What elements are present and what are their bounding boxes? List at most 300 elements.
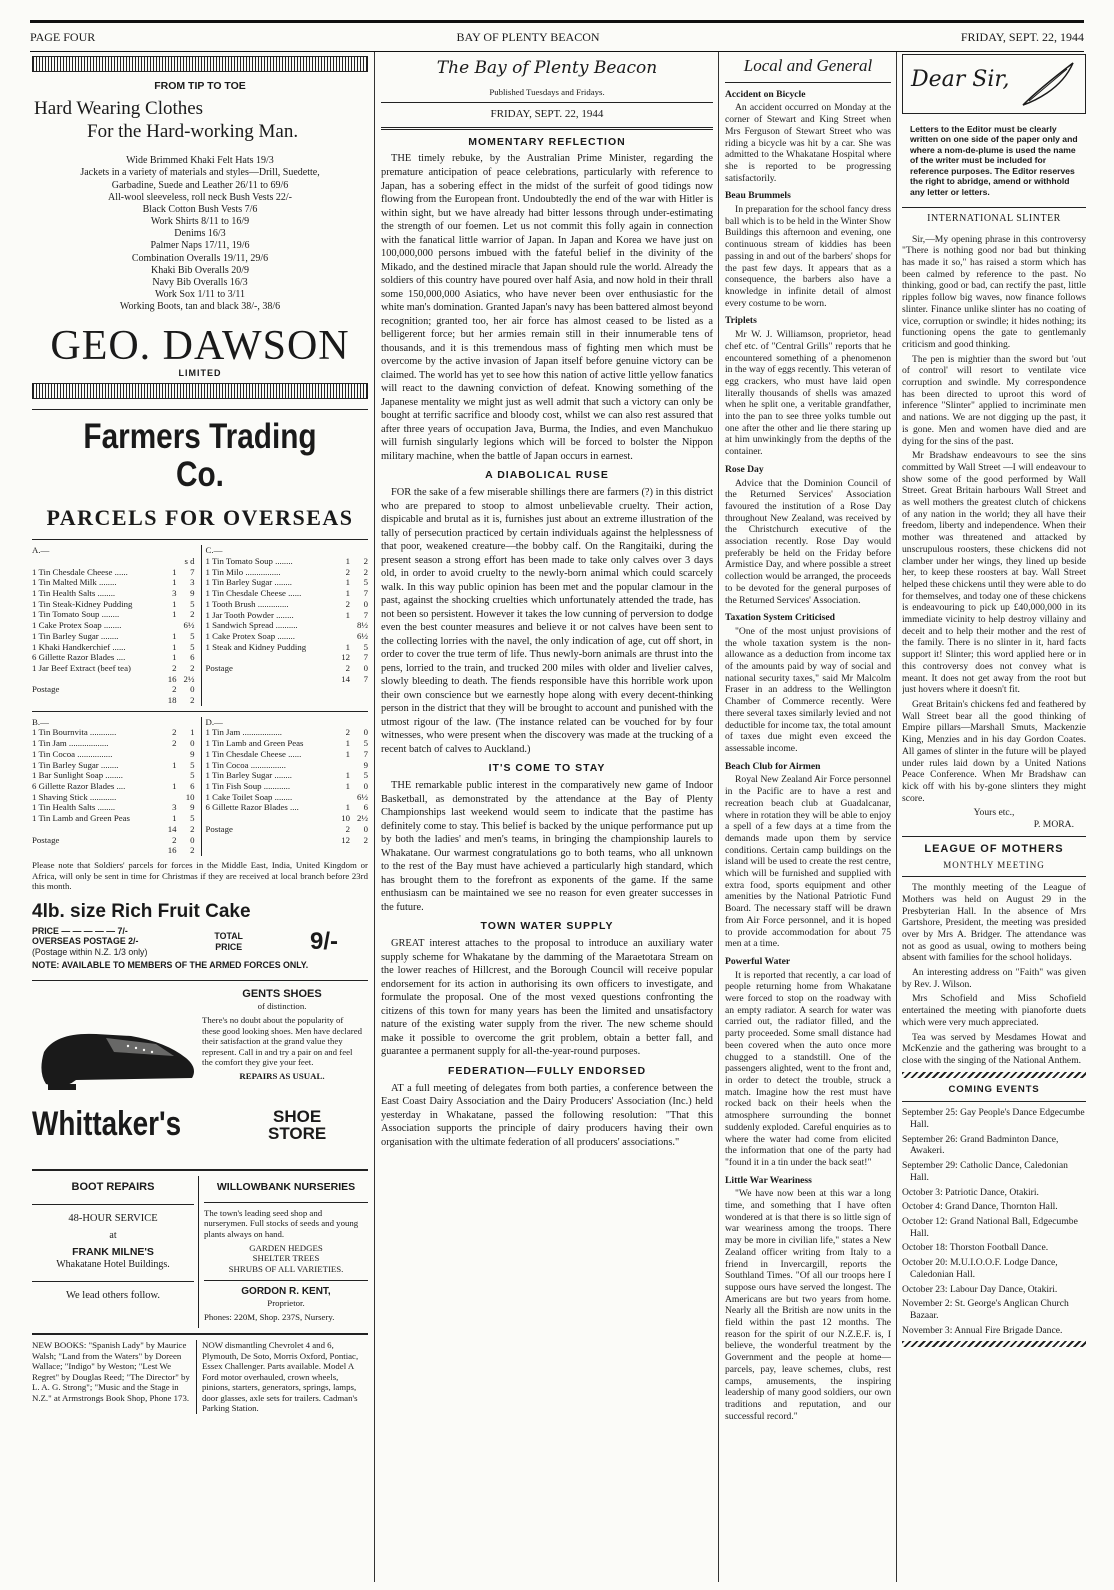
parcel-grand-row <box>206 835 369 846</box>
news-item-body: Mr W. J. Williamson, proprietor, head chef etc. of "Central Grills" reports that he encountered something of a phenomenon in the way of eggs recently. This veteran of egg crackers, who must have laid open literally thousands of shells was amazed when he split one, a veritable grandfather, into the pan to see three yolks tumble out one after the other and lie there staring up at him unwinkingly from the depths of the container. <box>725 329 891 458</box>
parcel-label: D.— <box>205 716 223 727</box>
cell: 1 Khaki Handkerchief ...... <box>32 641 126 652</box>
cell: 12 <box>341 652 350 663</box>
cell: 1 Tin Health Salts ........ <box>32 802 116 813</box>
cell: 0 <box>190 684 195 695</box>
shoe-store-text <box>268 1108 326 1142</box>
cell: Postage <box>32 684 60 695</box>
parcel-item-row <box>32 652 195 663</box>
ad-headline: Hard Wearing Clothes <box>34 97 204 119</box>
price-line: Work Sox 1/11 to 3/11 <box>154 289 246 301</box>
parcel-label: C.— <box>205 545 223 556</box>
cell: 1 <box>345 802 350 813</box>
willow-owner: GORDON R. KENT, <box>241 1286 331 1298</box>
small-ads-row <box>32 1176 368 1328</box>
cell <box>32 845 159 856</box>
willow-line: SHELTER TREES <box>252 1253 320 1264</box>
article-body: AT a full meeting of delegates from both parties, a conference between the East Coast Dairy Association and the Dairy Producers' Association (Inc.) held yesterday in Whakatane, passed the following resolution: "That this Association supports the principle of dairy producers having their own organisation with the ultimate federation of all producers' associations." <box>381 1082 713 1148</box>
parcel-c-table <box>206 556 369 685</box>
parcel-item-row <box>206 738 369 749</box>
parcel-postage-row <box>206 824 369 835</box>
ad-kicker: FROM TIP TO TOE <box>154 80 246 92</box>
cell: 2½ <box>183 673 195 684</box>
local-general-column <box>725 52 891 1582</box>
cell: 7 <box>363 588 368 599</box>
car-parts-notice: NOW dismantling Chevrolet 4 and 6, Plymouth, De Soto, Morris Oxford, Pontiac, Essex Challenger. Parts available. Model A Ford motor overhauled, crown wheels, pinions, starters, generators, springs, lamps, door glasses, axle sets for trailers. Cadman's Parking Station. <box>202 1340 359 1414</box>
cell: 1 Tin Bournvita ............ <box>32 727 117 738</box>
cell: 16 <box>167 673 177 684</box>
letters-notice: Letters to the Editor must be clearly written on one side of the paper only and where a nom-de-plume is used the name of the writer must be included for reference purposes. The Editor reserves the right to abridge, amend or withhold any letter or letters. <box>910 124 1078 197</box>
news-item-body: In preparation for the school fancy dress ball which is to be held in the Winter Show Buildings this afternoon and evening, one continuous stream of kiddies has been passing in and out of the barbers' shops for the past few days. It appears that as a consequence, the barbers also have a knowledge in infinite detail of almost every costume to be worn. <box>725 204 891 309</box>
quill-icon <box>1019 59 1079 109</box>
parcel-grand-row <box>32 695 195 706</box>
cell: 5 <box>190 598 195 609</box>
news-item-heading: Little War Weariness <box>725 1174 812 1186</box>
parcel-tables-bottom <box>32 717 368 856</box>
cell: 5 <box>190 759 195 770</box>
cake-note: NOTE: AVAILABLE TO MEMBERS OF THE ARMED FORCES ONLY. <box>32 959 309 970</box>
cell: 1 Tooth Brush .............. <box>205 598 289 609</box>
news-item-body: An accident occurred on Monday at the corner of Stewart and King Street when Mrs Ferguson of Stewart Street who was riding a bicycle was hit by a car. She was admitted to the Whakatane Hospital where she is reported to be progressing satisfactorily. <box>725 102 891 184</box>
cell: 9 <box>190 748 195 759</box>
cell: 18 <box>167 695 177 706</box>
cake-within: (Postage within N.Z. 1/3 only) <box>32 946 148 957</box>
shoe-ad <box>32 986 368 1164</box>
editorial-date: FRIDAY, SEPT. 22, 1944 <box>490 108 604 121</box>
news-item-heading: Rose Day <box>725 463 764 475</box>
cell: 1 Tin Chesdale Cheese ...... <box>32 566 128 577</box>
cell <box>32 674 159 685</box>
letter-body: The pen is mightier than the sword but 'out of control' will resort to ventilate vice corruption and swindle. My correspondence has been directed to uproot this word of inference "Slinter" applied to incriminate men and nations. We are not digging up the past, it is gone. Men and women have died and are dying for the sins of the past. <box>902 353 1086 447</box>
boot-service: 48-HOUR SERVICE <box>68 1213 158 1225</box>
cell: 9 <box>190 588 195 598</box>
cell: 6 <box>190 781 195 792</box>
cell: 5 <box>363 738 368 749</box>
cake-price-block <box>32 926 147 958</box>
cell <box>206 674 333 685</box>
cell: 6 Gillette Razor Blades .... <box>32 652 126 663</box>
cell: 2 <box>345 663 350 674</box>
cell: 9 <box>363 759 368 770</box>
parcel-total-row <box>32 674 195 685</box>
cake-overseas: OVERSEAS POSTAGE 2/- <box>32 936 139 947</box>
cell: Postage <box>32 834 60 845</box>
letter-signoff: Yours etc., <box>973 807 1015 819</box>
column-rule <box>718 52 719 1582</box>
events-title: COMING EVENTS <box>948 1083 1040 1095</box>
cell: 0 <box>363 663 368 674</box>
parcel-item-row <box>206 610 369 621</box>
parcel-item-row <box>206 588 369 599</box>
price-line: Jackets in a variety of materials and styles—Drill, Suedette, <box>80 167 320 179</box>
article-heading: MOMENTARY REFLECTION <box>468 135 626 148</box>
event-item: October 3: Patriotic Dance, Otakiri. <box>902 1186 1039 1198</box>
price-line: Work Shirts 8/11 to 16/9 <box>150 216 250 228</box>
cell: 12 <box>341 834 350 845</box>
shoe-word: SHOE <box>273 1106 322 1126</box>
cell: 6½ <box>357 631 368 642</box>
cell <box>332 631 350 642</box>
cell <box>206 813 333 824</box>
letter-body: Mr Bradshaw endeavours to see the sins committed by Wall Street —I will endeavour to show some of the good performed by Wall Street. Great Britain harbours Wall Street and as well mothers the greatest clutch of chickens of any nation in the world; they all have their freedom, liberty and independence. When their mother was threatened and attacked by unscrupulous roosters, these chickens did not clamber under her wings, they lined up beside her, to keep these roosters at bay. Wall Street helped these chickens until they were able to do for themselves, and today one of these chickens is endeavouring to pick up £40,000,000 in its immediate vicinity to help destroy villainy and deceit and to help their mother and the rest of the family. There is no slinter in it, hard facts support it! Slinter; this word applied here or in this controversy does not convey what is meant. It does not get away from the root but just hovers where it doesn't fit. <box>902 450 1086 696</box>
news-item-body: Royal New Zealand Air Force personnel in the Pacific are to have a rest and recreation beach club at Guadalcanar, where in rotation they will be able to enjoy a spell of a few days at a time from the demands made upon them by service conditions. Certain camp buildings on the island will be used to create the rest centre, which will be furnished and supplied with extra food, sports equipment and other amenities by the National Patriotic Fund Board. The necessary staff will be drawn from Air Force personnel, and it is hoped to provide accommodation for about 75 men at a time. <box>725 774 891 950</box>
cell: 1 <box>190 727 195 738</box>
cell: 1 Tin Malted Milk ........ <box>32 577 117 588</box>
cell: 1 Jar Tooth Powder ........ <box>205 609 294 620</box>
parcel-item-row <box>32 599 195 610</box>
cell: 1 Tin Cocoa ................ <box>32 748 113 759</box>
parcel-postage-row <box>32 684 195 695</box>
parcel-item-row <box>206 802 369 813</box>
cell: 1 <box>172 813 177 824</box>
classified-row <box>32 1340 368 1417</box>
parcel-item-row <box>206 631 369 642</box>
cell: Postage <box>205 823 233 834</box>
event-item: November 2: St. George's Anglican Church Bazaar. <box>902 1298 1069 1321</box>
cell: 2 <box>190 845 195 856</box>
cell: 1 Tin Chesdale Cheese ...... <box>205 748 302 759</box>
cell: 16 <box>167 845 177 856</box>
cell: 2 <box>345 727 350 738</box>
cell <box>206 652 333 663</box>
news-item-body: Advice that the Dominion Council of the Returned Services' Association favoured the institution of a Rose Day throughout New Zealand, was received by the Christchurch executive of the association recently. Rose Day would preferably be held on the Friday before Armistice Day, and where possible a street collection would be arranged, the proceeds to be devoted for the general purposes of the Returned Services' Association. <box>725 477 891 606</box>
cell: 1 Bar Sunlight Soap ........ <box>32 770 123 781</box>
parcel-postage-row <box>32 835 195 846</box>
dear-sir-text: Dear Sir, <box>911 67 1010 92</box>
cell: 2 <box>172 834 177 845</box>
article-heading: A DIABOLICAL RUSE <box>485 469 609 482</box>
parcel-item-row <box>206 749 369 760</box>
price-line: Working Boots, tan and black 38/-, 38/6 <box>119 301 281 313</box>
cell: 2 <box>172 684 177 695</box>
parcel-grand-row <box>206 674 369 685</box>
article-heading: TOWN WATER SUPPLY <box>480 920 614 933</box>
cell: 10 <box>185 791 195 802</box>
cell: 1 <box>172 630 177 641</box>
event-item: October 4: Grand Dance, Thornton Hall. <box>902 1201 1058 1213</box>
price-line: Denims 16/3 <box>174 228 226 240</box>
cell: 6½ <box>357 791 368 802</box>
willow-line: SHRUBS OF ALL VARIETIES. <box>228 1263 344 1274</box>
parcel-grand-row <box>32 845 195 856</box>
ornament-divider <box>902 1341 1086 1347</box>
boot-repairs-ad <box>32 1176 199 1328</box>
cell <box>332 792 350 803</box>
ads-column <box>32 52 368 1582</box>
shoe-repairs: REPAIRS AS USUAL. <box>239 1070 325 1081</box>
cell: 1 Tin Barley Sugar ........ <box>32 759 119 770</box>
news-item-heading: Triplets <box>725 315 757 327</box>
cell: 2 <box>345 566 350 577</box>
article-body: FOR the sake of a few miserable shillings there are farmers (?) in this district who are prepared to stoop to almost unbelievable cruelty. Their action, dispicable and brutal as it is, furnishes just about an extreme illustration of the tally of persecution practiced by certain individuals against the helplessness of that poor, weakened creature—the bobby calf. On the Rangitaiki, during the present season a strong effort has been made to take only calves over 3 days old, in order to avoid cruelty to the newly-born animal which could scarcely walk. In this way public opinion has been met and the popular clamour in the past, against the shocking cruelties which unfortunately attended the trade, has not been so persistent. However it takes the low cunning of perversion to dodge even the best counter measures and believe it or not calves have been sent to the collecting lorries with the navel, the only indication of age, cut off short, in order to cover the true term of life. Thus newly-born animals are thrust into the pens, lorried to the train, and trucked 200 miles with older and livelier calves, slowly bleeding to death. The fiends responsible have this horrible work upon their own conscience but we earnestly hope along with every decent-thinking person in the district that they will be brought to account and punished with the utmost rigour of the law. (The instance related can be vouched for by four witnesses, who were present when the discovery was made at the trucking of a recent batch of calves to Auckland.) <box>381 487 713 755</box>
cell: 2 <box>345 823 350 834</box>
willow-phones: Phones: 220M, Shop. 237S, Nursery. <box>204 1311 335 1322</box>
parcel-item-row <box>32 642 195 653</box>
cell: 1 <box>172 609 177 620</box>
cell: 1 <box>172 598 177 609</box>
parcel-item-row <box>32 749 195 760</box>
cell <box>159 770 177 781</box>
cell: 0 <box>190 738 195 749</box>
cell: 5 <box>363 577 368 588</box>
published-line: Published Tuesdays and Fridays. <box>489 86 605 97</box>
cell: 5 <box>363 641 368 652</box>
parcels-heading: PARCELS FOR OVERSEAS <box>46 504 354 530</box>
willow-prop: Proprietor. <box>267 1298 305 1309</box>
parcel-item-row <box>32 567 195 578</box>
shoe-icon <box>36 1022 201 1092</box>
cell: 2½ <box>357 813 368 824</box>
article-body: THE remarkable public interest in the comparatively new game of Indoor Basketball, as demonstrated by the attendance at the Bay of Plenty Championships last weekend would seem to indicate that the pastime has definitely come to stay. This belief is backed by the unique performance put up by both the ladies' and men's teams, in bringing the championship laurels to Whakatane. Our warmest congratulations go to both teams, who all unknown to the rest of the Bay must have achieved a particularly high standard, which has brought them to the forefront as exponents of the game. If the same enthusiasm can be maintained we see no reason for even greater successes in the future. <box>381 780 713 913</box>
shoe-title: GENTS SHOES <box>242 988 322 1001</box>
column-rule <box>896 52 897 1582</box>
cell: 1 Sandwich Spread .......... <box>205 620 298 631</box>
news-item-heading: Accident on Bicycle <box>725 88 806 100</box>
cake-prices <box>32 926 368 958</box>
cell: 5 <box>190 770 195 781</box>
cell: 1 Tin Lamb and Green Peas <box>32 813 130 824</box>
parcel-item-row <box>32 781 195 792</box>
parcel-item-row <box>206 556 369 567</box>
cell <box>159 620 177 631</box>
cell: 14 <box>167 823 177 834</box>
cell: 1 <box>172 781 177 792</box>
whittaker-logo <box>32 1104 368 1145</box>
cell: 7 <box>363 609 368 620</box>
league-body: The monthly meeting of the League of Mothers was held on August 29 in the Presbyterian Hall. In the absence of Mrs Gartshore, President, the meeting was presided over by Mrs A. Bridger. The attendance was not as good as usual, owing to mothers being absent with families for the school holidays. <box>902 882 1086 964</box>
cell: 5 <box>190 641 195 652</box>
cell: 1 Cake Toilet Soap ........ <box>205 791 293 802</box>
letters-column <box>902 52 1086 1582</box>
cell: 3 <box>172 802 177 813</box>
cell: 3 <box>172 588 177 598</box>
cell: 1 Steak and Kidney Pudding <box>205 641 307 652</box>
shoe-body: There's no doubt about the popularity of these good looking shoes. Men have declared their satisfaction at the grand value they represent. Call in and try a pair on and feel the comfort they give your feet. <box>202 1015 363 1068</box>
cell: 6 <box>363 802 368 813</box>
letter-signature: P. MORA. <box>1033 819 1074 831</box>
cell: 5 <box>190 630 195 641</box>
ad-headline-2: For the Hard-working Man. <box>87 120 299 142</box>
boot-place: Whakatane Hotel Buildings. <box>56 1259 170 1271</box>
cell: 2 <box>363 556 368 567</box>
cell: 5 <box>190 813 195 824</box>
event-item: September 25: Gay People's Dance Edgecumbe Hall. <box>902 1107 1085 1131</box>
cell <box>159 749 177 760</box>
store-word: STORE <box>268 1123 327 1143</box>
shoe-sub: of distinction. <box>257 1001 307 1012</box>
price-line: Black Cotton Bush Vests 7/6 <box>142 203 258 215</box>
cell <box>332 760 350 771</box>
cell: 2 <box>172 738 177 749</box>
cell: 1 Tin Fish Soup ............ <box>205 781 291 792</box>
cell <box>332 620 350 631</box>
news-item-heading: Beau Brummels <box>725 190 791 202</box>
boot-lead: We lead others follow. <box>65 1290 161 1302</box>
price-line: All-wool sleeveless, roll neck Bush Vests 22/- <box>108 191 292 203</box>
willow-title: WILLOWBANK NURSERIES <box>216 1181 356 1194</box>
event-item: October 23: Labour Day Dance, Otakiri. <box>902 1283 1058 1295</box>
parcel-b <box>32 717 195 856</box>
cell: 10 <box>341 813 350 824</box>
cell: 0 <box>363 781 368 792</box>
parcel-a-table <box>32 567 195 706</box>
parcel-total-row <box>32 824 195 835</box>
column-rule <box>374 52 375 1582</box>
whittaker-name: Whittaker's <box>32 1105 182 1144</box>
cell: 2 <box>345 598 350 609</box>
event-item: September 26: Grand Badminton Dance, Awakeri. <box>902 1133 1059 1157</box>
cell: 2 <box>172 663 177 674</box>
parcel-item-row <box>32 738 195 749</box>
article-heading: FEDERATION—FULLY ENDORSED <box>447 1064 647 1077</box>
paper-name: BAY OF PLENTY BEACON <box>456 29 600 44</box>
boot-at: at <box>109 1230 117 1242</box>
parcel-item-row <box>32 631 195 642</box>
parcel-item-row <box>32 620 195 631</box>
cell: 2 <box>190 663 195 674</box>
price-line: Navy Bib Overalls 16/3 <box>152 277 248 289</box>
cell: 1 Tin Barley Sugar ........ <box>205 577 293 588</box>
event-item: October 18: Thorston Football Dance. <box>902 1242 1049 1254</box>
cell: Postage <box>205 663 233 674</box>
cell: 1 <box>172 652 177 663</box>
parcel-item-row <box>206 577 369 588</box>
dear-sir-logo <box>902 54 1086 114</box>
cell: 0 <box>363 823 368 834</box>
cell: 2 <box>190 823 195 834</box>
boot-name: FRANK MILNE'S <box>72 1246 154 1259</box>
shoe-copy <box>202 988 362 1081</box>
local-items <box>725 89 891 1423</box>
cell: 1 Jar Beef Extract (beef tea) <box>32 663 131 674</box>
cell: 7 <box>363 748 368 759</box>
parcel-item-row <box>32 588 195 599</box>
parcel-item-row <box>206 792 369 803</box>
cell: 1 <box>345 577 350 588</box>
farmers-logo: Farmers Trading Co. <box>83 416 317 495</box>
parcel-b-table <box>32 727 195 856</box>
cell: 1 <box>172 759 177 770</box>
parcel-d <box>201 717 369 856</box>
farmers-ad <box>32 418 368 970</box>
cell: 1 Tin Lamb and Green Peas <box>205 738 304 749</box>
cell: 9 <box>190 802 195 813</box>
parcel-item-row <box>206 620 369 631</box>
parcel-note: Please note that Soldiers' parcels for forces in the Middle East, India, United Kingdom or Africa, will only be sent in time for Christmas if they are received at local branch before 23rd this month. <box>32 860 368 892</box>
hatch-border <box>32 383 368 399</box>
league-body: An interesting address on "Faith" was given by Rev. J. Wilson. <box>902 967 1086 990</box>
cell: 0 <box>190 834 195 845</box>
price-line: Garbadine, Suede and Leather 26/11 to 69/6 <box>111 179 289 191</box>
event-item: October 20: M.U.I.O.O.F. Lodge Dance, Caledonian Hall. <box>902 1257 1058 1280</box>
event-item: October 12: Grand National Ball, Edgecumbe Hall. <box>902 1215 1078 1239</box>
parcel-d-table <box>206 727 369 845</box>
price-line: Palmer Naps 17/11, 19/6 <box>150 240 250 252</box>
cell: 1 Tin Cocoa ................ <box>205 759 286 770</box>
cell: 7 <box>190 566 195 577</box>
boot-title: BOOT REPAIRS <box>71 1181 155 1194</box>
cell: 2 <box>363 834 368 845</box>
cell: 1 Cake Protex Soap ........ <box>205 631 295 642</box>
parcel-item-row <box>32 577 195 588</box>
cell <box>32 824 159 835</box>
cell: 1 <box>345 609 350 620</box>
cell: 6 <box>190 652 195 663</box>
sd-header: s d <box>184 556 195 567</box>
cake-title: 4lb. size Rich Fruit Cake <box>32 900 251 922</box>
letter-heading: INTERNATIONAL SLINTER <box>927 213 1061 225</box>
hatch-border <box>32 56 368 72</box>
parcel-item-row <box>206 760 369 771</box>
cell: 2 <box>363 566 368 577</box>
parcel-item-row <box>206 567 369 578</box>
willowbank-ad <box>199 1176 368 1328</box>
parcel-total-row <box>206 813 369 824</box>
willow-line: GARDEN HEDGES <box>249 1242 323 1253</box>
parcel-item-row <box>32 663 195 674</box>
cell: 1 Tin Steak-Kidney Pudding <box>32 598 133 609</box>
price-list <box>32 155 368 313</box>
willow-body: The town's leading seed shop and nurserymen. Full stocks of seeds and young plants always on hand. <box>204 1207 359 1239</box>
news-item-heading: Taxation System Criticised <box>725 612 835 624</box>
cake-total: 9/- <box>309 928 338 956</box>
cell: 1 Tin Tomato Soup ........ <box>32 609 120 620</box>
parcel-total-row <box>206 652 369 663</box>
cell: 1 <box>345 556 350 567</box>
cell: 1 <box>345 738 350 749</box>
news-item-heading: Powerful Water <box>725 955 791 967</box>
cell: 8½ <box>357 620 368 631</box>
league-body: Mrs Schofield and Miss Schofield entertained the meeting with pianoforte duets which were very much appreciated. <box>902 993 1086 1028</box>
cell: 2 <box>172 727 177 738</box>
cell: 1 Tin Jam .................. <box>32 738 109 749</box>
cell: 1 <box>172 566 177 577</box>
masthead: The Bay of Plenty Beacon <box>436 58 658 78</box>
article-heading: IT'S COME TO STAY <box>488 762 606 775</box>
cell: 1 <box>345 781 350 792</box>
league-sub: MONTHLY MEETING <box>943 860 1045 871</box>
event-item: September 29: Catholic Dance, Caledonian Hall. <box>902 1160 1068 1183</box>
parcel-label: B.— <box>32 716 49 727</box>
issue-date: FRIDAY, SEPT. 22, 1944 <box>960 29 1084 44</box>
article-body: THE timely rebuke, by the Australian Prime Minister, regarding the premature anticipation of peace celebrations, particularly with reference to Japan, has a sobering effect in the midst of the surfeit of good tidings now flowing from the European front. Undoubtedly the end of the war with Hitler is within sight, but we have already had bitter lessons through under-estimating the strength of our foemen. Let us not commit this folly again in connection with the fanatical little warrior of Japan. In Japan and Korea we have just on 100,000,000 persons imbued with the fateful belief in the divinity of the Mikado, and the destined miracle that Japan should rule the world. Already the soldiers of this country have poured over half Asia, and now hold in their thrall some 150,000,000 Asiatics, who have never been over enthusiastic for the white man's domination. Granted Japan's navy has been battered almost beyond recognition; granted too, her air force has almost ceased to be listed as a belligerent force; but her armies remain still in their innumerable tens of thousands, and it is this tremendous mass of fighting men which must be overcome by the active invasion of Japan itself before genuine victory can be claimed. The world has yet to see how this nation of active little yellow fanatics will react to the dawning conviction of defeat. Knowing something of the Japanese mentality we might just as well admit that such a victory can only be bought at terrific sacrifice and bloody cost, whilst we can also rest assured that after three years of occupation Java, Burma, the Indies, and even Manchukuo will furnish singularly legions which will be forced to bolster the Nippon military machine, when the battle of Japan occurs in earnest. <box>381 153 713 462</box>
cell <box>159 792 177 803</box>
cell: 7 <box>363 673 368 684</box>
parcel-label: A.— <box>32 545 50 556</box>
local-title: Local and General <box>743 56 873 75</box>
cell: 1 Tin Health Salts ........ <box>32 588 116 598</box>
letter-body: Sir,—My opening phrase in this controversy "There is nothing good nor bad but thinking has made it so," has raised a storm which has been calmed by reference to the past. No thinking, good or bad, can rectify the past, little ripples follow big waves, now finance follows slinter. Finance unlike slinter has no coating of vice, corruption or swindle; it hides nothing; its functioning opens the gate to gentlemanly criticism and good thinking. <box>902 233 1086 350</box>
cell: 1 Tin Milo ................ <box>205 566 281 577</box>
news-item-body: It is reported that recently, a car load of people returning home from Whakatane were forced to stop on the roadway with an empty radiator. A search for water was carried out, the radiator filled, and the party proceeded. Some small distance had been covered when the auto once more chugged to a standstill. One of the passengers alighted, went to the front and, in order to detect the trouble, struck a match. Imagine how the rest must have rocked back on their heels when the atmosphere surrounding the bonnet suddenly exploded. Careful enquiries as to where the water had come from elicited the information that one of the party had "found it in a tin under the back seat!" <box>725 969 891 1168</box>
price-line: Wide Brimmed Khaki Felt Hats 19/3 <box>126 155 274 167</box>
cell: 2 <box>190 609 195 620</box>
news-item-body: "We have now been at this war a long time, and something that I have often wondered at is that there is so little sign of war weariness among the troops. There may be more in civilian life," states a New Zealand officer writing from Italy to a friend in Invercargill, reports the Southland Times. "Of all our troops here I suppose ours have served the longest. The Americans are but two years from home. Nearly all the British are now units in the field within the past 12 months. The reason for the spirit of our N.Z.E.F. is, I believe, the wonderful treatment by the Government and the people at home—parcels, pay, leave schemes, clubs, rest camps, amusements, the inspiring leadership of many good soldiers, our own traditions and reputation, and our successful record." <box>725 1188 891 1422</box>
books-notice: NEW BOOKS: "Spanish Lady" by Maurice Walsh; "Land from the Waters" by Doreen Wallace; "Indigo" by Weston; "Lest We Regret" by Douglas Reed; "The Director" by L. A. G. Strong"; "Music and the Stage in N.Z." at Armstrongs Book Shop, Phone 173. <box>32 1340 197 1414</box>
news-item-heading: Beach Club for Airmen <box>725 760 821 772</box>
cell: 14 <box>341 673 350 684</box>
cell: 6 Gillette Razor Blades .... <box>205 802 299 813</box>
cell: 1 Shaving Stick ............ <box>32 791 117 802</box>
cake-total-label: TOTAL PRICE <box>214 931 243 952</box>
page-header <box>30 20 1084 52</box>
cell: 5 <box>363 770 368 781</box>
price-line: Khaki Bib Overalls 20/9 <box>150 264 250 276</box>
cell <box>32 695 159 706</box>
parcel-item-row <box>32 802 195 813</box>
cell: 1 <box>345 748 350 759</box>
league-body: Tea was served by Mesdames Howat and McKenzie and the gathering was brought to a close with the singing of the National Anthem. <box>902 1031 1086 1066</box>
